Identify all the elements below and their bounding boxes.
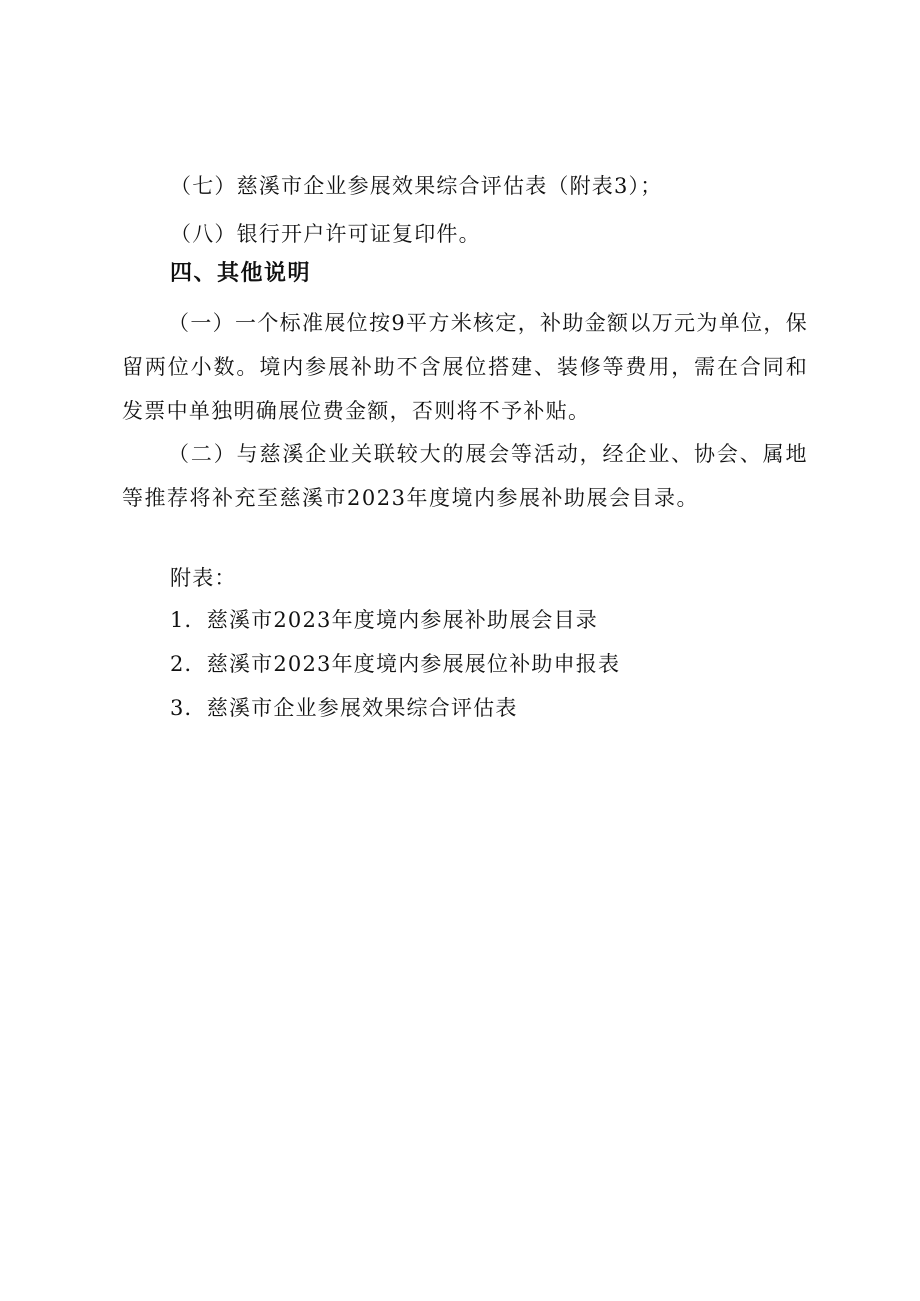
attachment-item-1: 1．慈溪市2023年度境内参展补助展会目录 (170, 608, 599, 632)
paragraph-standard-booth: （一）一个标准展位按9平方米核定，补助金额以万元为单位，保留两位小数。境内参展补助不含展位搭建、装修等费用，需在合同和发票中单独明确展位费金额，否则将不予补贴。 (122, 311, 808, 423)
attachment-item-3: 3．慈溪市企业参展效果综合评估表 (170, 696, 518, 720)
attachments-label: 附表： (170, 566, 237, 590)
item-8-text: （八）银行开户许可证复印件。 (170, 222, 481, 246)
attachment-item-2: 2．慈溪市2023年度境内参展展位补助申报表 (170, 652, 621, 676)
item-7-text: （七）慈溪市企业参展效果综合评估表（附表3）； (170, 174, 663, 198)
paragraph-related-exhibitions: （二）与慈溪企业关联较大的展会等活动，经企业、协会、属地等推荐将补充至慈溪市2023年度境内参展补助展会目录。 (122, 442, 808, 510)
section-heading: 四、其他说明 (170, 261, 312, 286)
